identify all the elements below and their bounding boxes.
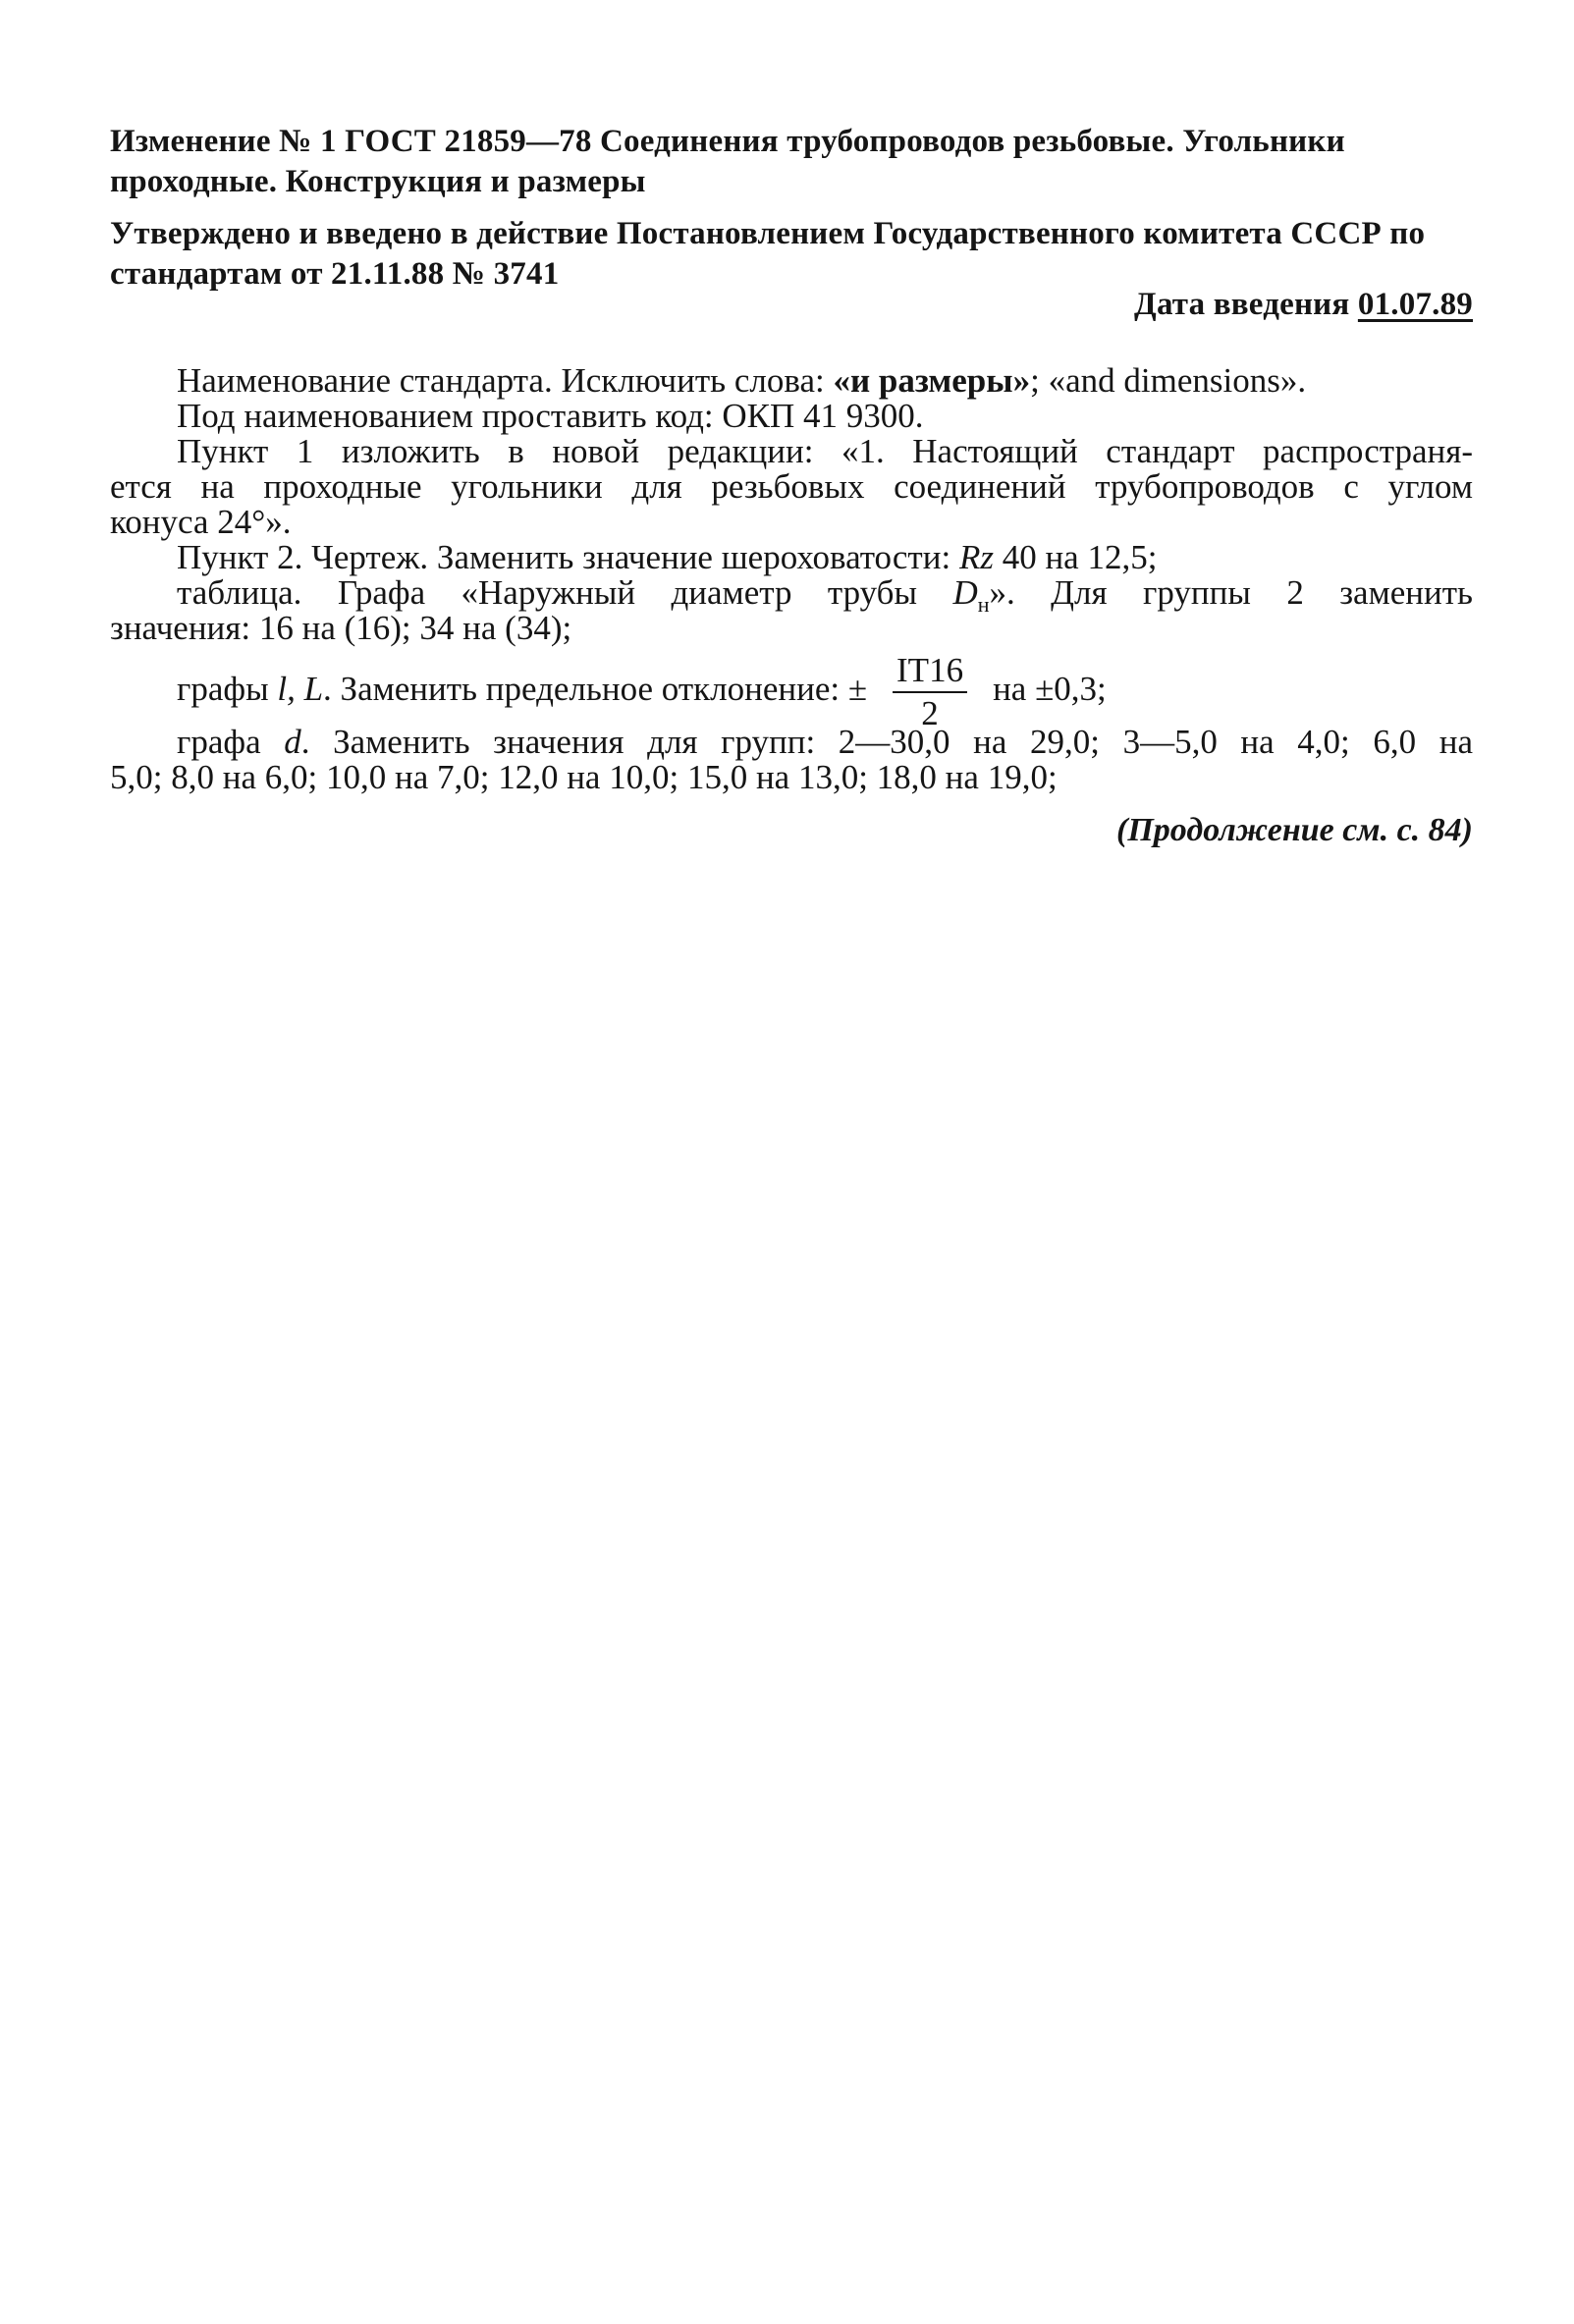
effective-date-value: 01.07.89 xyxy=(1357,287,1473,322)
effective-date-label: Дата введения xyxy=(1134,287,1350,322)
body-line-5: конуса 24°». xyxy=(110,503,292,541)
body-line-1: Наименование стандарта. Исключить слова: «и размеры»; «and dimensions». xyxy=(177,361,1307,400)
body-line-9: графы l, L. Заменить предельное отклонение: ± $\frac{IT16}{2}$ на ±0,3; xyxy=(177,651,1107,732)
body-line-10: графа d. Заменить значения для групп: 2—30,0 на 29,0; 3—5,0 на 4,0; 6,0 на xyxy=(177,723,1473,761)
body-line-4: ется на проходные угольники для резьбовых соединений трубопроводов с углом xyxy=(110,467,1473,506)
body-line-8: значения: 16 на (16); 34 на (34); xyxy=(110,609,572,647)
approval-statement: Утверждено и введено в действие Постановлением Государственного комитета СССР по стандартам от 21.11.88 № 3741 xyxy=(110,216,1426,292)
body-line-7: таблица. Графа «Наружный диаметр трубы $D_н$». Для группы 2 заменить xyxy=(177,573,1473,617)
effective-date xyxy=(110,285,1473,325)
tolerance-fraction: $\frac{IT16}{2}$ xyxy=(893,652,967,732)
amendment-title: Изменение № 1 ГОСТ 21859—78 Соединения трубопроводов резьбовые. Угольники проходные. Конструкция и размеры xyxy=(110,124,1345,199)
body-line-6: Пункт 2. Чертеж. Заменить значение шероховатости: Rz 40 на 12,5; xyxy=(177,538,1158,576)
continuation-note: (Продолжение см. с. 84) xyxy=(1116,812,1473,848)
body-line-11: 5,0; 8,0 на 6,0; 10,0 на 7,0; 12,0 на 10,0; 15,0 на 13,0; 18,0 на 19,0; xyxy=(110,758,1058,796)
body-line-2: Под наименованием проставить код: ОКП 41 9300. xyxy=(177,397,924,435)
body-line-3: Пункт 1 изложить в новой редакции: «1. Настоящий стандарт распространя- xyxy=(177,432,1473,470)
